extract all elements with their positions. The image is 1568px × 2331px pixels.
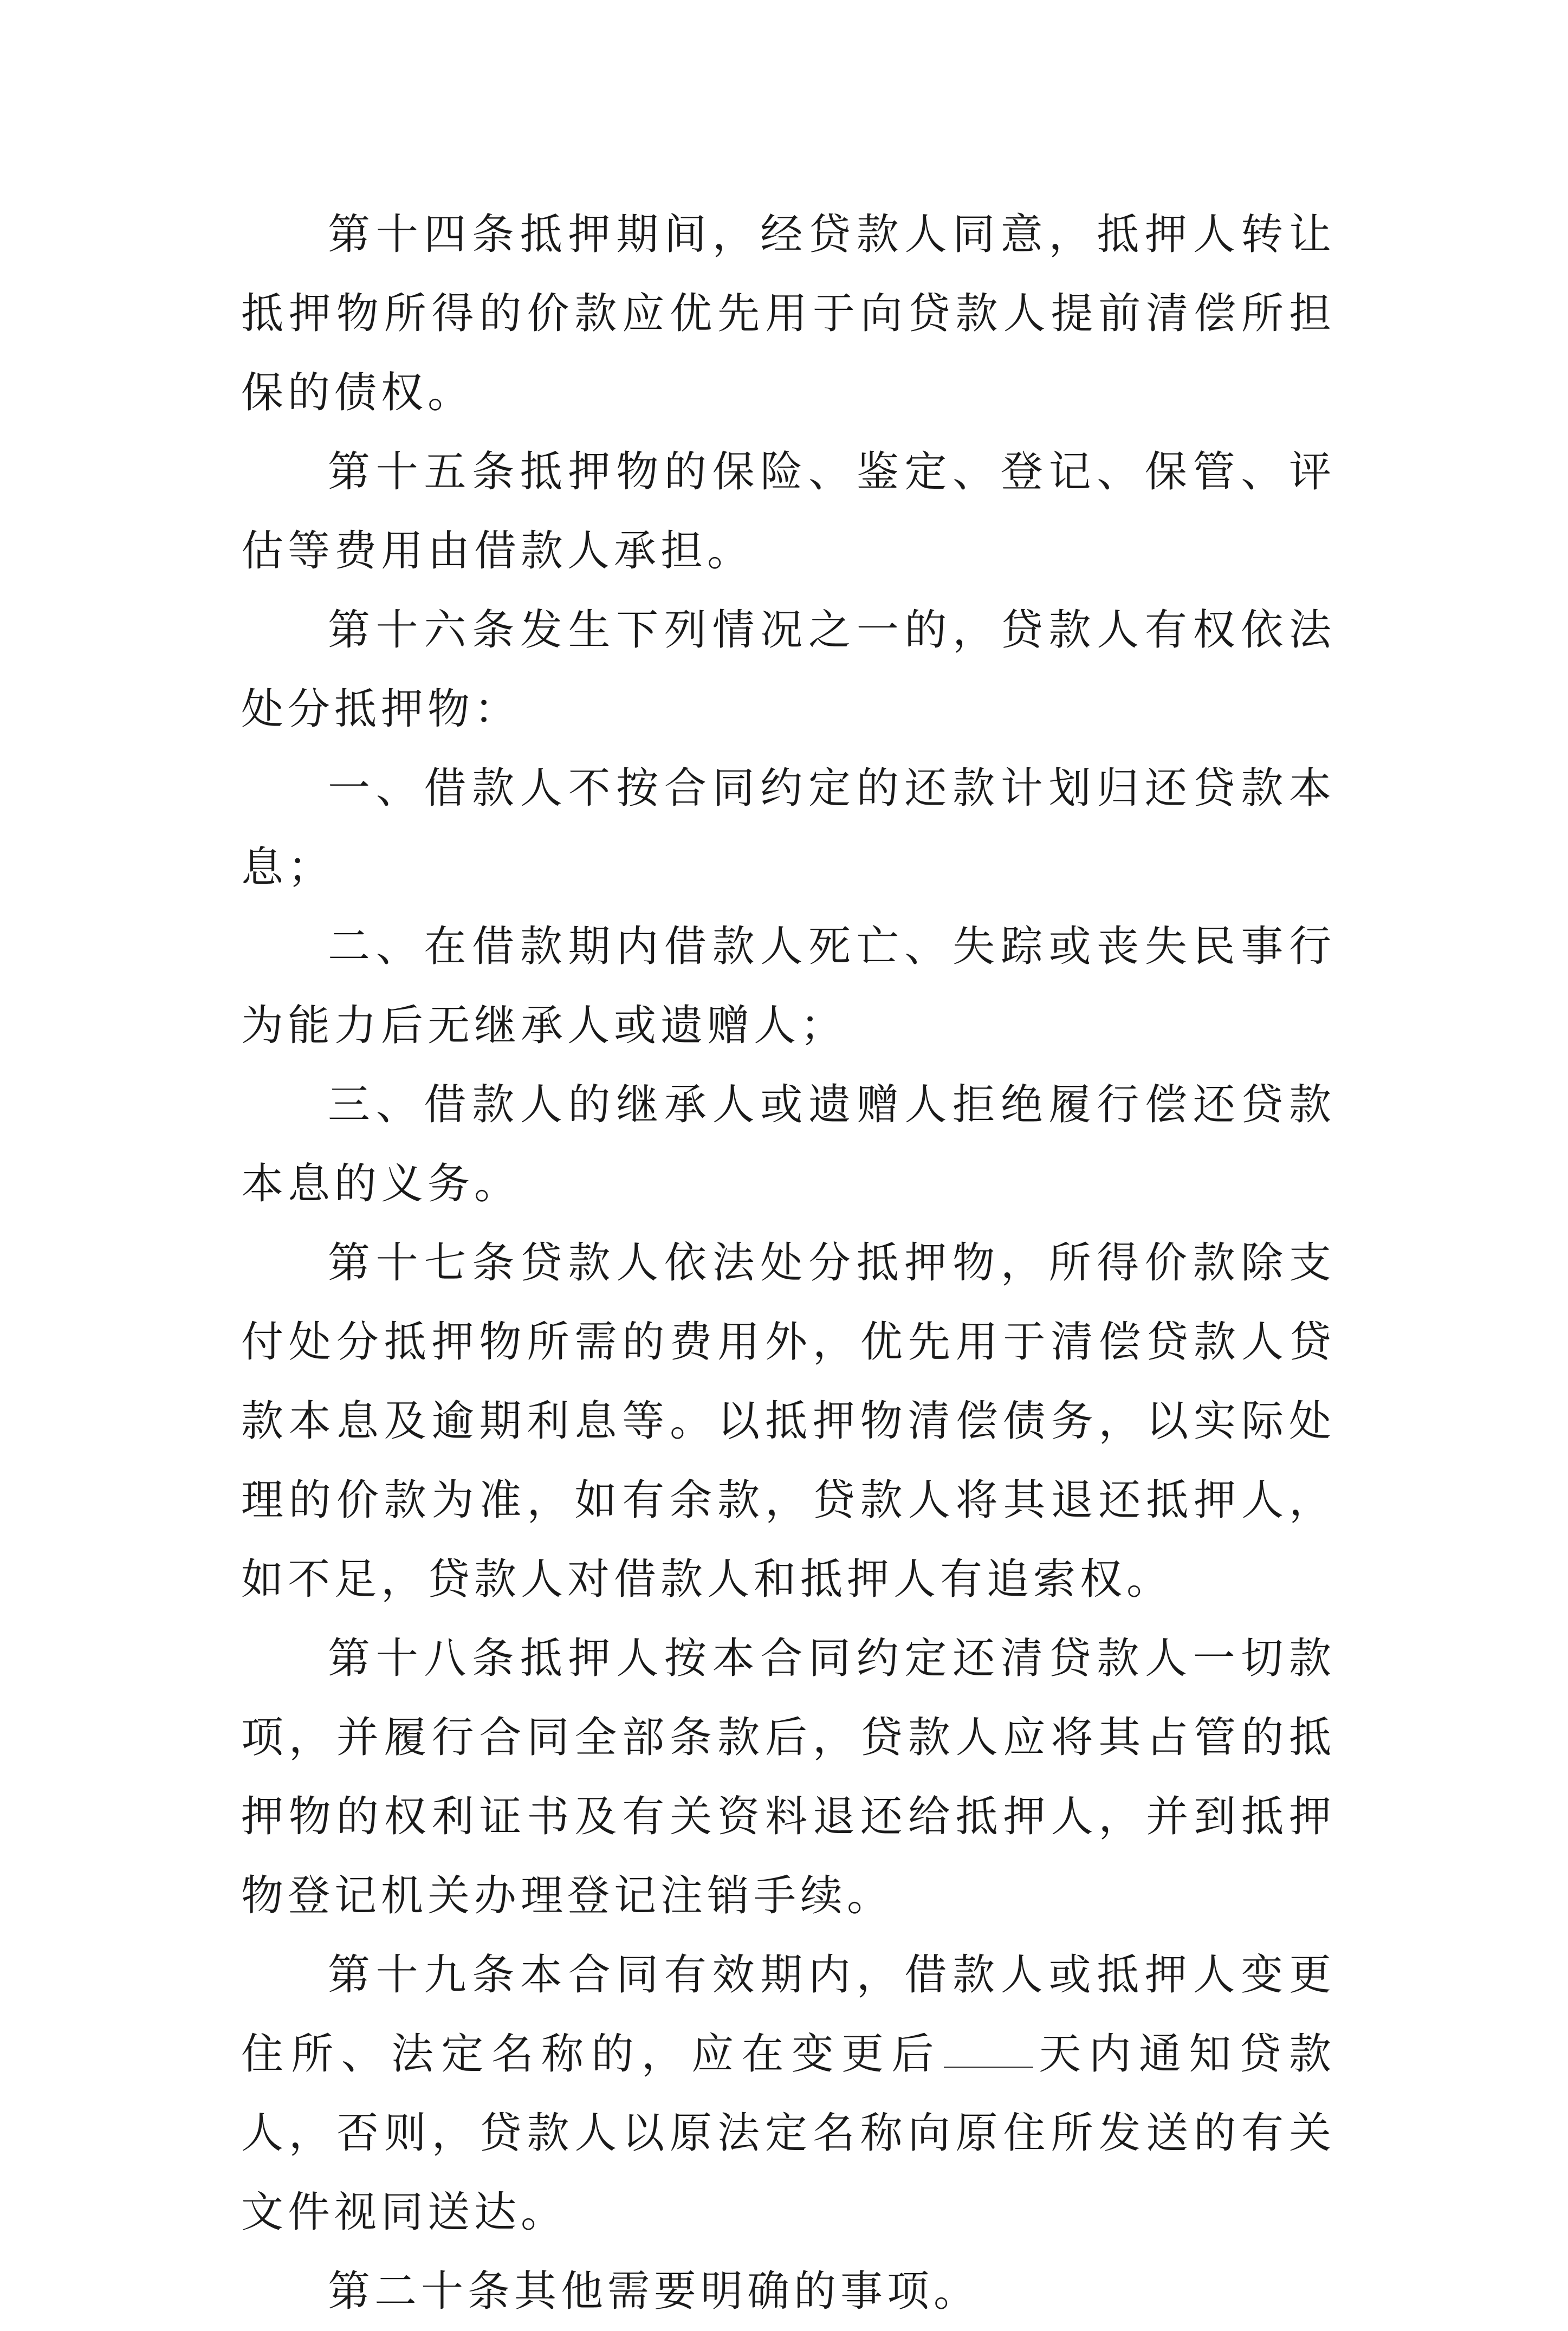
article-16-paragraph: 第十六条发生下列情况之一的，贷款人有权依法处分抵押物： (241, 606, 1336, 734)
article-14-paragraph: 第十四条抵押期间，经贷款人同意，抵押人转让抵押物所得的价款应优先用于向贷款人提前清偿所担保的债权。 (241, 210, 1336, 417)
article-16-item-1: 一、借款人不按合同约定的还款计划归还贷款本息； (241, 764, 1336, 892)
fill-in-blank (944, 2062, 1033, 2068)
article-20-paragraph: 第二十条其他需要明确的事项。 (328, 2267, 981, 2316)
article-18-paragraph: 第十八条抵押人按本合同约定还清贷款人一切款项，并履行合同全部条款后，贷款人应将其占管的抵押物的权利证书及有关资料退还给抵押人，并到抵押物登记机关办理登记注销手续。 (241, 1634, 1336, 1920)
article-16-item-3: 三、借款人的继承人或遗赠人拒绝履行偿还贷款本息的义务。 (241, 1080, 1336, 1208)
article-19-text-after: 天内通知贷款人，否则，贷款人以原法定名称向原住所发送的有关文件视同送达。 (241, 2030, 1336, 2237)
article-16-item-2: 二、在借款期内借款人死亡、失踪或丧失民事行为能力后无继承人或遗赠人； (241, 922, 1336, 1050)
article-15-paragraph: 第十五条抵押物的保险、鉴定、登记、保管、评估等费用由借款人承担。 (241, 448, 1336, 575)
article-19-text-before: 第十九条本合同有效期内，借款人或抵押人变更住所、法定名称的，应在变更后 (241, 1951, 1336, 2079)
article-17-paragraph: 第十七条贷款人依法处分抵押物，所得价款除支付处分抵押物所需的费用外，优先用于清偿贷款人贷款本息及逾期利息等。以抵押物清偿债务，以实际处理的价款为准，如有余款，贷款人将其退还抵押人，如不足，贷款人对借款人和抵押人有追索权。 (241, 1239, 1336, 1604)
document-body (241, 195, 1336, 2331)
article-19-paragraph (241, 1935, 1336, 2252)
